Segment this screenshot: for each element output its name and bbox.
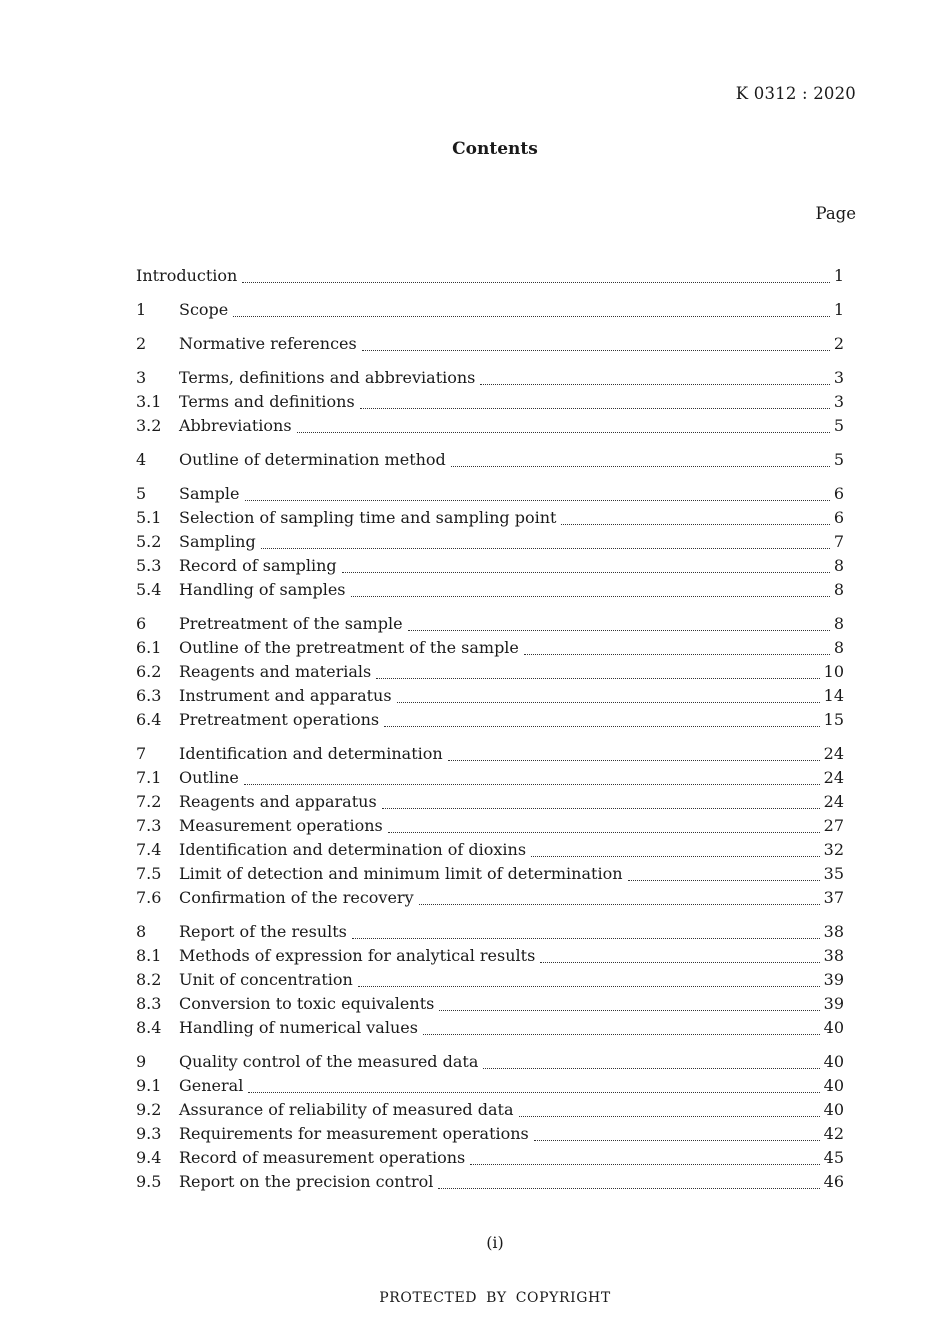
toc-entry[interactable] bbox=[136, 390, 844, 414]
page-title: Contents bbox=[452, 139, 538, 159]
toc-dot-leader bbox=[423, 1033, 820, 1035]
toc-entry[interactable] bbox=[136, 684, 844, 708]
toc-dot-leader bbox=[244, 783, 820, 785]
toc-entry-page: 40 bbox=[823, 1018, 844, 1037]
toc-dot-leader bbox=[519, 1115, 820, 1117]
toc-entry-title: Normative references bbox=[179, 334, 357, 353]
toc-dot-leader bbox=[451, 465, 830, 467]
toc-entry[interactable] bbox=[136, 1098, 844, 1122]
toc-entry-page: 8 bbox=[833, 556, 844, 575]
toc-entry-number: 9.5 bbox=[136, 1172, 162, 1191]
toc-entry-title: Scope bbox=[179, 300, 229, 319]
toc-entry-page: 14 bbox=[823, 686, 844, 705]
toc-entry-page: 8 bbox=[833, 614, 844, 633]
page-column-heading: Page bbox=[815, 204, 856, 223]
toc-entry-title: Report of the results bbox=[179, 922, 347, 941]
toc-entry-title: Sample bbox=[179, 484, 240, 503]
toc-entry[interactable] bbox=[136, 414, 844, 438]
toc-entry-title: General bbox=[179, 1076, 244, 1095]
toc-entry-page: 24 bbox=[823, 768, 844, 787]
toc-dot-leader bbox=[384, 725, 820, 727]
toc-entry-number: 9 bbox=[136, 1052, 147, 1071]
toc-entry-page: 40 bbox=[823, 1100, 844, 1119]
toc-entry-title: Limit of detection and minimum limit of determination bbox=[179, 864, 623, 883]
toc-entry-title: Methods of expression for analytical results bbox=[179, 946, 536, 965]
toc-dot-leader bbox=[245, 499, 830, 501]
toc-entry[interactable] bbox=[136, 612, 844, 636]
toc-entry-title: Outline of the pretreatment of the sample bbox=[179, 638, 519, 657]
toc-entry-number: 8.4 bbox=[136, 1018, 162, 1037]
toc-entry[interactable] bbox=[136, 578, 844, 602]
toc-entry[interactable] bbox=[136, 1170, 844, 1194]
toc-entry-number: 5.3 bbox=[136, 556, 162, 575]
toc-entry-number: 9.4 bbox=[136, 1148, 162, 1167]
toc-entry-number: 6.3 bbox=[136, 686, 162, 705]
toc-entry[interactable] bbox=[136, 1122, 844, 1146]
toc-entry-number: 9.3 bbox=[136, 1124, 162, 1143]
toc-entry-page: 6 bbox=[833, 484, 844, 503]
toc-entry-number: 6.4 bbox=[136, 710, 162, 729]
toc-dot-leader bbox=[480, 383, 829, 385]
toc-entry-title: Pretreatment operations bbox=[179, 710, 380, 729]
toc-entry[interactable] bbox=[136, 1146, 844, 1170]
toc-entry[interactable] bbox=[136, 766, 844, 790]
toc-dot-leader bbox=[388, 831, 820, 833]
toc-entry-title: Requirements for measurement operations bbox=[179, 1124, 529, 1143]
toc-entry-page: 1 bbox=[833, 300, 844, 319]
toc-dot-leader bbox=[483, 1067, 819, 1069]
toc-entry-number: 8.2 bbox=[136, 970, 162, 989]
toc-entry-page: 32 bbox=[823, 840, 844, 859]
toc-entry[interactable] bbox=[136, 708, 844, 732]
toc-dot-leader bbox=[540, 961, 819, 963]
toc-entry-number: 4 bbox=[136, 450, 147, 469]
toc-entry[interactable] bbox=[136, 332, 844, 356]
toc-dot-leader bbox=[524, 653, 830, 655]
toc-entry[interactable] bbox=[136, 636, 844, 660]
toc-entry-page: 2 bbox=[833, 334, 844, 353]
toc-dot-leader bbox=[360, 407, 830, 409]
toc-entry-number: 7 bbox=[136, 744, 147, 763]
toc-entry-page: 5 bbox=[833, 450, 844, 469]
toc-entry-title: Terms and definitions bbox=[179, 392, 355, 411]
toc-entry-title: Quality control of the measured data bbox=[179, 1052, 479, 1071]
toc-entry-number: 7.4 bbox=[136, 840, 162, 859]
toc-dot-leader bbox=[561, 523, 829, 525]
toc-entry-number: 6 bbox=[136, 614, 147, 633]
toc-entry-title: Confirmation of the recovery bbox=[179, 888, 414, 907]
toc-entry-page: 8 bbox=[833, 638, 844, 657]
toc-entry-number: 3.1 bbox=[136, 392, 162, 411]
toc-dot-leader bbox=[534, 1139, 820, 1141]
toc-entry-page: 42 bbox=[823, 1124, 844, 1143]
toc-entry[interactable] bbox=[136, 506, 844, 530]
toc-entry-number: 5.2 bbox=[136, 532, 162, 551]
toc-entry[interactable] bbox=[136, 992, 844, 1016]
copyright-notice: PROTECTED BY COPYRIGHT bbox=[379, 1290, 611, 1306]
toc-entry[interactable] bbox=[136, 448, 844, 472]
toc-entry-number: 5.4 bbox=[136, 580, 162, 599]
toc-entry-title: Reagents and materials bbox=[179, 662, 372, 681]
toc-entry-page: 35 bbox=[823, 864, 844, 883]
toc-entry-page: 15 bbox=[823, 710, 844, 729]
page-number: (i) bbox=[486, 1233, 504, 1252]
toc-entry-title: Handling of samples bbox=[179, 580, 346, 599]
toc-entry[interactable] bbox=[136, 862, 844, 886]
toc-entry-page: 39 bbox=[823, 970, 844, 989]
toc-entry-title: Introduction bbox=[136, 266, 238, 285]
toc-entry-number: 7.3 bbox=[136, 816, 162, 835]
toc-entry-page: 46 bbox=[823, 1172, 844, 1191]
toc-entry-title: Handling of numerical values bbox=[179, 1018, 418, 1037]
toc-entry-title: Report on the precision control bbox=[179, 1172, 434, 1191]
toc-entry[interactable] bbox=[136, 366, 844, 390]
toc-dot-leader bbox=[438, 1187, 819, 1189]
toc-dot-leader bbox=[248, 1091, 819, 1093]
toc-entry[interactable] bbox=[136, 482, 844, 506]
toc-entry-page: 38 bbox=[823, 946, 844, 965]
toc-entry[interactable] bbox=[136, 944, 844, 968]
toc-entry-number: 2 bbox=[136, 334, 147, 353]
toc-entry[interactable] bbox=[136, 790, 844, 814]
toc-entry-number: 6.2 bbox=[136, 662, 162, 681]
toc-dot-leader bbox=[297, 431, 830, 433]
toc-dot-leader bbox=[242, 281, 829, 283]
toc-entry-number: 8 bbox=[136, 922, 147, 941]
toc-entry-number: 5.1 bbox=[136, 508, 162, 527]
toc-entry-number: 1 bbox=[136, 300, 147, 319]
toc-dot-leader bbox=[351, 595, 830, 597]
toc-entry-number: 3 bbox=[136, 368, 147, 387]
toc-dot-leader bbox=[470, 1163, 819, 1165]
toc-dot-leader bbox=[408, 629, 830, 631]
toc-dot-leader bbox=[376, 677, 819, 679]
toc-entry-page: 8 bbox=[833, 580, 844, 599]
toc-entry[interactable] bbox=[136, 530, 844, 554]
toc-entry-number: 6.1 bbox=[136, 638, 162, 657]
toc-entry-page: 39 bbox=[823, 994, 844, 1013]
toc-dot-leader bbox=[448, 759, 820, 761]
toc-entry-title: Record of measurement operations bbox=[179, 1148, 466, 1167]
toc-entry-title: Identification and determination bbox=[179, 744, 443, 763]
toc-entry-title: Reagents and apparatus bbox=[179, 792, 377, 811]
toc-entry[interactable] bbox=[136, 838, 844, 862]
toc-entry-page: 24 bbox=[823, 792, 844, 811]
toc-entry[interactable] bbox=[136, 264, 844, 288]
toc-entry[interactable] bbox=[136, 886, 844, 910]
toc-entry-title: Outline of determination method bbox=[179, 450, 446, 469]
toc-entry-page: 40 bbox=[823, 1052, 844, 1071]
toc-entry-title: Conversion to toxic equivalents bbox=[179, 994, 435, 1013]
toc-dot-leader bbox=[419, 903, 820, 905]
document-id: K 0312 : 2020 bbox=[735, 84, 856, 103]
toc-entry-title: Record of sampling bbox=[179, 556, 337, 575]
toc-entry[interactable] bbox=[136, 920, 844, 944]
toc-entry-title: Abbreviations bbox=[179, 416, 292, 435]
toc-dot-leader bbox=[352, 937, 820, 939]
toc-entry[interactable] bbox=[136, 298, 844, 322]
toc-entry[interactable] bbox=[136, 1016, 844, 1040]
toc-dot-leader bbox=[342, 571, 830, 573]
table-of-contents bbox=[136, 264, 844, 1194]
toc-entry-page: 7 bbox=[833, 532, 844, 551]
toc-entry[interactable] bbox=[136, 554, 844, 578]
toc-dot-leader bbox=[261, 547, 830, 549]
toc-dot-leader bbox=[397, 701, 820, 703]
toc-entry-page: 27 bbox=[823, 816, 844, 835]
toc-entry-title: Instrument and apparatus bbox=[179, 686, 392, 705]
toc-entry-number: 8.3 bbox=[136, 994, 162, 1013]
toc-entry-number: 7.2 bbox=[136, 792, 162, 811]
toc-entry[interactable] bbox=[136, 814, 844, 838]
toc-entry-number: 9.2 bbox=[136, 1100, 162, 1119]
toc-entry-page: 10 bbox=[823, 662, 844, 681]
toc-entry-page: 37 bbox=[823, 888, 844, 907]
toc-entry-title: Assurance of reliability of measured data bbox=[179, 1100, 514, 1119]
toc-entry-page: 38 bbox=[823, 922, 844, 941]
toc-dot-leader bbox=[358, 985, 820, 987]
toc-entry-page: 45 bbox=[823, 1148, 844, 1167]
toc-entry[interactable] bbox=[136, 1074, 844, 1098]
toc-entry-title: Terms, definitions and abbreviations bbox=[179, 368, 476, 387]
toc-dot-leader bbox=[382, 807, 820, 809]
toc-entry-page: 6 bbox=[833, 508, 844, 527]
toc-entry-page: 24 bbox=[823, 744, 844, 763]
toc-dot-leader bbox=[233, 315, 830, 317]
toc-entry[interactable] bbox=[136, 660, 844, 684]
toc-entry-page: 3 bbox=[833, 392, 844, 411]
toc-dot-leader bbox=[439, 1009, 819, 1011]
toc-entry-number: 5 bbox=[136, 484, 147, 503]
toc-entry-title: Selection of sampling time and sampling point bbox=[179, 508, 557, 527]
toc-dot-leader bbox=[531, 855, 820, 857]
toc-entry-title: Measurement operations bbox=[179, 816, 383, 835]
toc-entry-title: Unit of concentration bbox=[179, 970, 353, 989]
toc-entry-number: 7.5 bbox=[136, 864, 162, 883]
toc-entry-page: 40 bbox=[823, 1076, 844, 1095]
toc-dot-leader bbox=[628, 879, 820, 881]
toc-entry[interactable] bbox=[136, 1050, 844, 1074]
toc-entry-number: 8.1 bbox=[136, 946, 162, 965]
toc-entry-number: 3.2 bbox=[136, 416, 162, 435]
toc-entry-number: 7.6 bbox=[136, 888, 162, 907]
toc-entry-page: 1 bbox=[833, 266, 844, 285]
toc-entry-title: Identification and determination of dioxins bbox=[179, 840, 527, 859]
toc-entry-title: Outline bbox=[179, 768, 239, 787]
toc-entry-number: 7.1 bbox=[136, 768, 162, 787]
toc-entry-number: 9.1 bbox=[136, 1076, 162, 1095]
toc-entry-page: 3 bbox=[833, 368, 844, 387]
toc-entry-title: Pretreatment of the sample bbox=[179, 614, 403, 633]
toc-entry-title: Sampling bbox=[179, 532, 256, 551]
toc-dot-leader bbox=[362, 349, 830, 351]
toc-entry[interactable] bbox=[136, 968, 844, 992]
toc-entry[interactable] bbox=[136, 742, 844, 766]
toc-entry-page: 5 bbox=[833, 416, 844, 435]
